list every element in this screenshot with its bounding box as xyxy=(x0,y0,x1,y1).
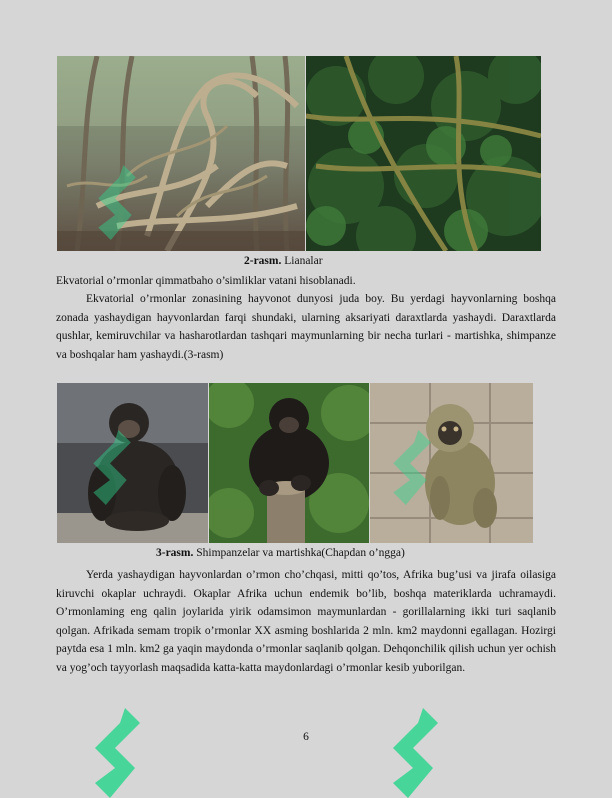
paragraph-2: Ekvatorial o’rmonlar zonasining hayvonot dunyosi juda boy. Bu yerdagi hayvonlarning boshqa zonada yashaydigan hayvonlardan farqi shundaki, ularning aksariyati daraxtlarda yashaydi. Daraxtlarda qushlar, kemiruvchilar va hasharotlardan tashqari maymunlarning bir necha turlari - martishka, shimpanze va boshqalar ham yashaydi.(3-rasm) xyxy=(56,293,556,361)
figure-3-caption xyxy=(156,547,405,559)
paragraph-1: Ekvatorial o’rmonlar qimmatbaho o’simliklar vatani hisoblanadi. xyxy=(56,275,356,287)
figure-2-title: Lianalar xyxy=(284,255,323,267)
figure-2-caption xyxy=(244,255,323,267)
watermark-logo-icon xyxy=(85,708,145,798)
page-number: 6 xyxy=(303,731,309,743)
watermark-logo-icon xyxy=(383,708,443,798)
paragraph-3: Yerda yashaydigan hayvonlardan o’rmon cho’chqasi, mitti qo’tos, Afrika bug’usi va jirafa oilasiga kiruvchi okaplar uchraydi. Okaplar Afrika uchun endemik bo’lib, boshqa materiklarda uchramaydi. O’rmonlaming eng qalin joylarida yirik odamsimon maymunlardan - gorillalarning ikki turi saqlanib qolgan. Afrikada semam tropik o’rmonlar XX asming boshlarida 2 mln. km2 maydonni egallagan. Hozirgi paytda esa 1 mln. km2 ga yaqin maydonda o’rmonlar saqlanib qolgan. Dehqonchilik qilish uchun yer ochish va yog’och tayyorlash maqsadida katta-katta maydonlardagi o’rmonlar kesib yuborilgan. xyxy=(56,569,556,674)
chimpanzee-on-post-image xyxy=(209,383,369,543)
chimpanzee-sitting-image xyxy=(57,383,208,543)
mossy-vines-image xyxy=(306,56,541,251)
vervet-monkey-image xyxy=(370,383,533,543)
figure-3-label: 3-rasm. xyxy=(156,547,194,559)
figure-2-label: 2-rasm. xyxy=(244,255,282,267)
lianas-forest-image xyxy=(57,56,305,251)
figure-3-title: Shimpanzelar va martishka(Chapdan o’ngga) xyxy=(196,547,405,559)
